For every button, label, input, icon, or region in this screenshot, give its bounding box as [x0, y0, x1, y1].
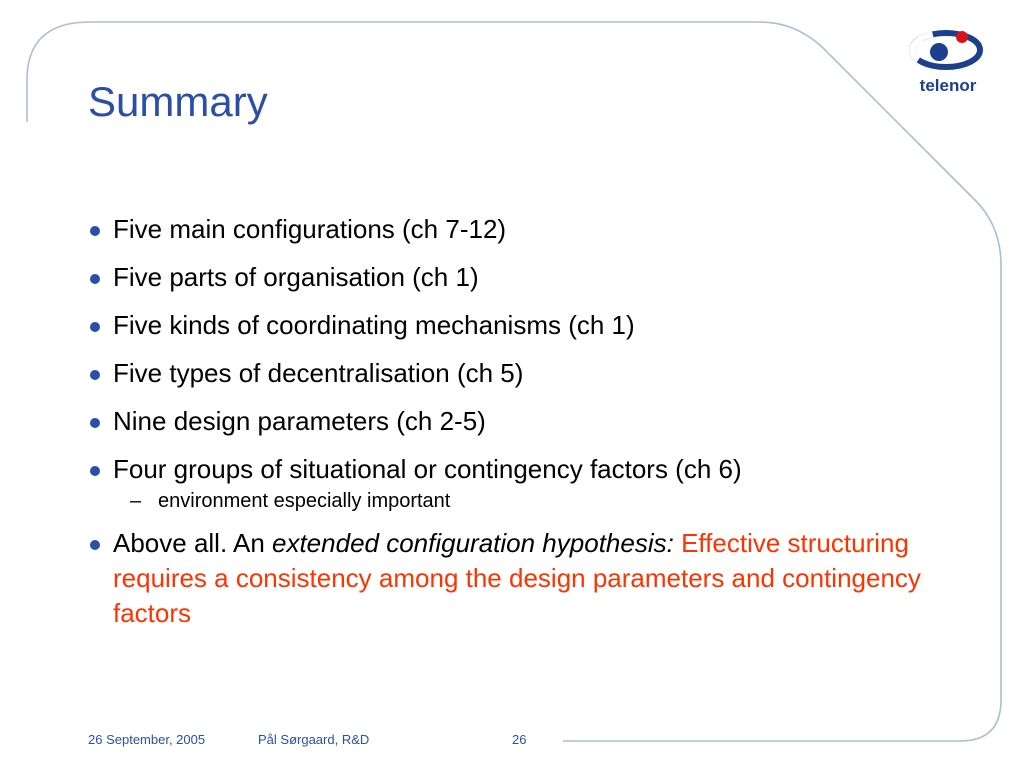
page-number: 26: [512, 732, 527, 747]
telenor-logo-text: telenor: [919, 76, 977, 95]
bullet-list: [88, 212, 968, 644]
hypothesis-emphasis: extended configuration hypothesis:: [272, 528, 674, 558]
telenor-logo: [908, 24, 988, 102]
slide-title: Summary: [88, 78, 268, 125]
bullet-item: Five main configurations (ch 7-12): [88, 212, 968, 247]
highlighted-statement: Effective structuring requires a consistency among the design parameters and contingency factors: [113, 528, 921, 628]
footer-date: 26 September, 2005: [88, 732, 206, 747]
bullet-item: Five types of decentralisation (ch 5): [88, 356, 968, 391]
bullet-dot-icon: [90, 370, 100, 380]
bullet-dot-icon: [90, 274, 100, 284]
bullet-item: Four groups of situational or contingency factors (ch 6): [88, 452, 968, 487]
dash-icon: –: [130, 490, 142, 512]
bullet-dot-icon: [90, 226, 100, 236]
telenor-logo-icon: [908, 24, 988, 76]
bullet-dot-icon: [90, 418, 100, 428]
bullet-item-conclusion: Above all. An extended configuration hypothesis: Effective structuring requires a consistency among the design parameters and contingency factors: [88, 526, 968, 631]
bullet-item: Five parts of organisation (ch 1): [88, 260, 968, 295]
sub-bullet-item: – environment especially important: [88, 486, 968, 516]
bullet-dot-icon: [90, 540, 100, 550]
bullet-item: Nine design parameters (ch 2-5): [88, 404, 968, 439]
bullet-dot-icon: [90, 466, 100, 476]
bullet-item: Five kinds of coordinating mechanisms (ch 1): [88, 308, 968, 343]
footer-author: Pål Sørgaard, R&D: [258, 732, 370, 747]
bullet-dot-icon: [90, 322, 100, 332]
